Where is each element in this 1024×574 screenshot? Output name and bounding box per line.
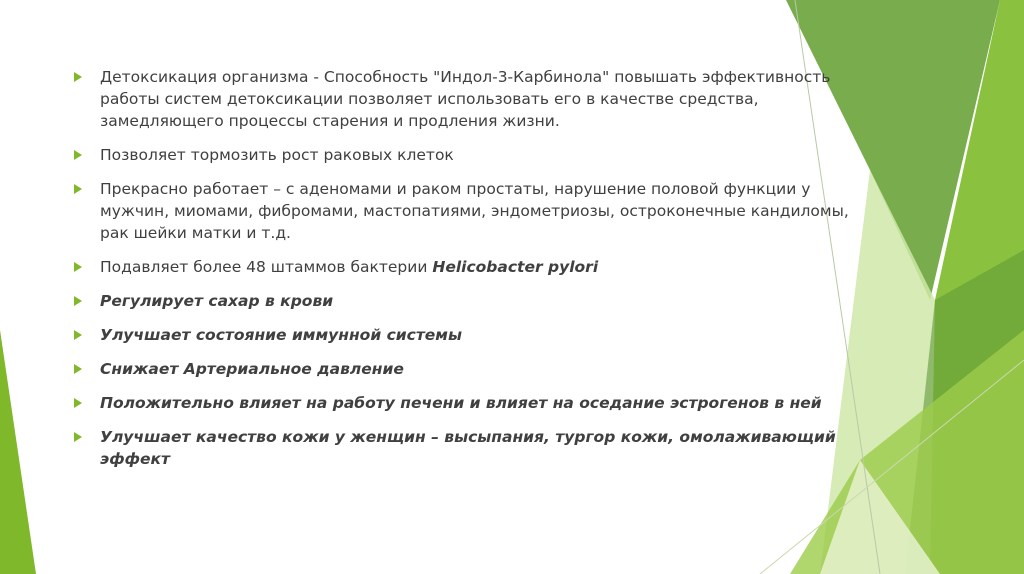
triangle-bullet-icon (74, 432, 82, 442)
bullet-text: Детоксикация организма - Способность "Индол-3-Карбинола" повышать эффективность работы систем детоксикации позволяет использовать его в качестве средства, замедляющего процессы старения и продления жизни. (100, 68, 831, 130)
facet-left (0, 330, 36, 574)
triangle-bullet-icon (74, 72, 82, 82)
triangle-bullet-icon (74, 184, 82, 194)
bullet-item-immune (74, 324, 854, 346)
triangle-bullet-icon (74, 398, 82, 408)
bullet-text: Улучшает качество кожи у женщин – высыпания, тургор кожи, омолаживающий эффект (100, 428, 836, 468)
bullet-item-skin (74, 426, 854, 470)
bullet-item-detox (74, 66, 854, 132)
bullet-text: Регулирует сахар в крови (100, 292, 334, 310)
triangle-bullet-icon (74, 262, 82, 272)
bullet-emphasis: Helicobacter pylori (432, 258, 599, 276)
triangle-bullet-icon (74, 330, 82, 340)
triangle-bullet-icon (74, 150, 82, 160)
bullet-text: Подавляет более 48 штаммов бактерии (100, 258, 433, 276)
bullet-text: Положительно влияет на работу печени и влияет на оседание эстрогенов в ней (100, 394, 822, 412)
triangle-bullet-icon (74, 296, 82, 306)
bullet-item-cancer-cells (74, 144, 854, 166)
bullet-list (74, 66, 854, 470)
bullet-item-liver (74, 392, 854, 414)
bullet-item-sugar (74, 290, 854, 312)
bullet-text: Улучшает состояние иммунной системы (100, 326, 462, 344)
bullet-item-helicobacter (74, 256, 854, 278)
triangle-bullet-icon (74, 364, 82, 374)
bullet-text: Позволяет тормозить рост раковых клеток (100, 146, 454, 164)
bullet-item-diseases (74, 178, 854, 244)
slide-content (74, 66, 854, 482)
bullet-text: Снижает Артериальное давление (100, 360, 404, 378)
bullet-item-pressure (74, 358, 854, 380)
bullet-text: Прекрасно работает – с аденомами и раком простаты, нарушение половой функции у мужчин, миомами, фибромами, мастопатиями, эндометриозы, остроконечные кандиломы, рак шейки матки и т.д. (100, 180, 849, 242)
